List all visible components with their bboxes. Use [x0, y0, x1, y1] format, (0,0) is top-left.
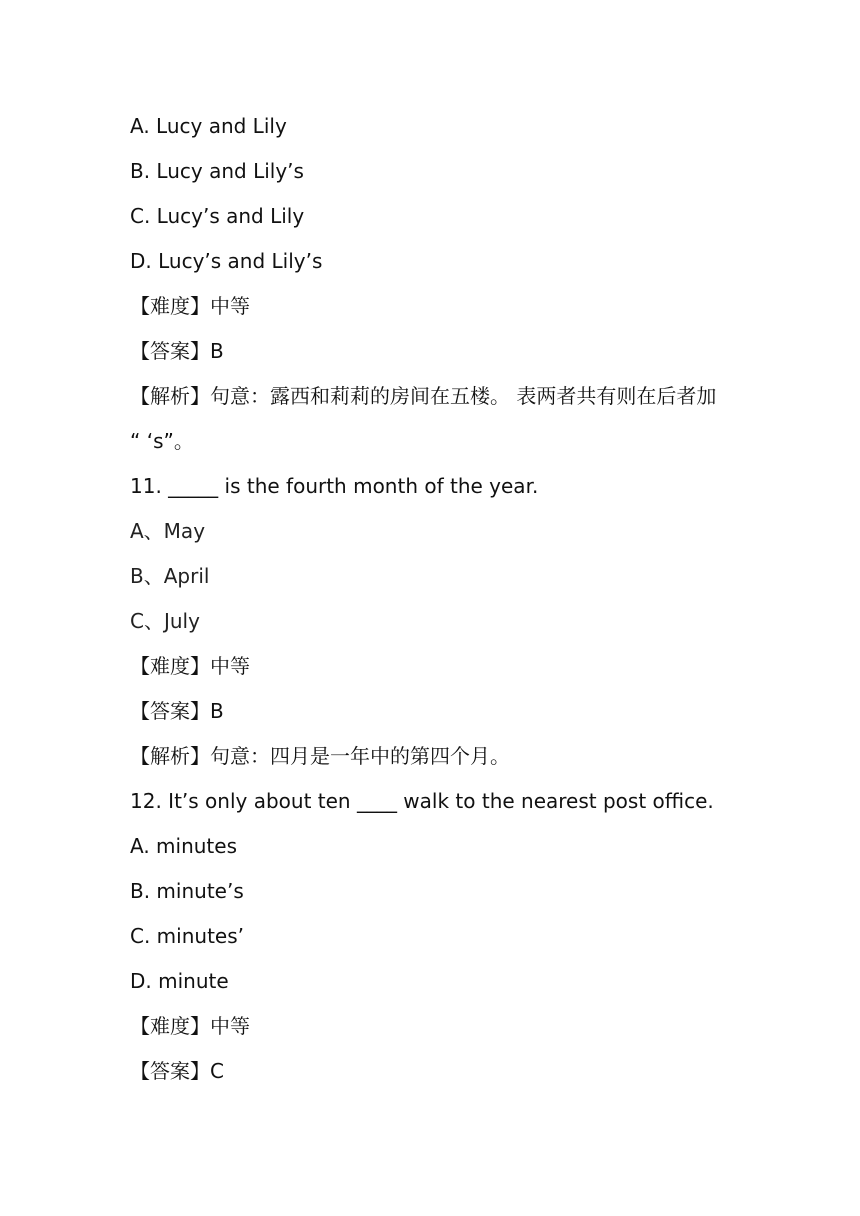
q10-option-a: A. Lucy and Lily	[130, 114, 287, 138]
q12-option-b: B. minute’s	[130, 879, 244, 903]
q11-option-b: B、April	[130, 564, 210, 588]
q10-option-d: D. Lucy’s and Lily’s	[130, 249, 323, 273]
q11-analysis: 【解析】句意：四月是一年中的第四个月。	[130, 744, 510, 768]
q12-option-d: D. minute	[130, 969, 229, 993]
q12-option-a: A. minutes	[130, 834, 238, 858]
document-content	[130, 104, 740, 1094]
q11-option-c: C、July	[130, 609, 200, 633]
q12-option-c: C. minutes’	[130, 924, 244, 948]
q10-option-b: B. Lucy and Lily’s	[130, 159, 304, 183]
q12-question: 12. It’s only about ten ____ walk to the nearest post office.	[130, 789, 714, 813]
q11-option-a: A、May	[130, 519, 206, 543]
q10-answer: 【答案】B	[130, 339, 224, 363]
q10-analysis-line2: “ ‘s”。	[130, 429, 194, 453]
q10-option-c: C. Lucy’s and Lily	[130, 204, 305, 228]
q12-difficulty: 【难度】中等	[130, 1014, 250, 1038]
q11-question: 11. _____ is the fourth month of the year.	[130, 474, 539, 498]
q11-answer: 【答案】B	[130, 699, 224, 723]
q10-difficulty: 【难度】中等	[130, 294, 250, 318]
q12-answer: 【答案】C	[130, 1059, 224, 1083]
q10-analysis-line1: 【解析】句意：露西和莉莉的房间在五楼。 表两者共有则在后者加	[130, 384, 717, 408]
q11-difficulty: 【难度】中等	[130, 654, 250, 678]
